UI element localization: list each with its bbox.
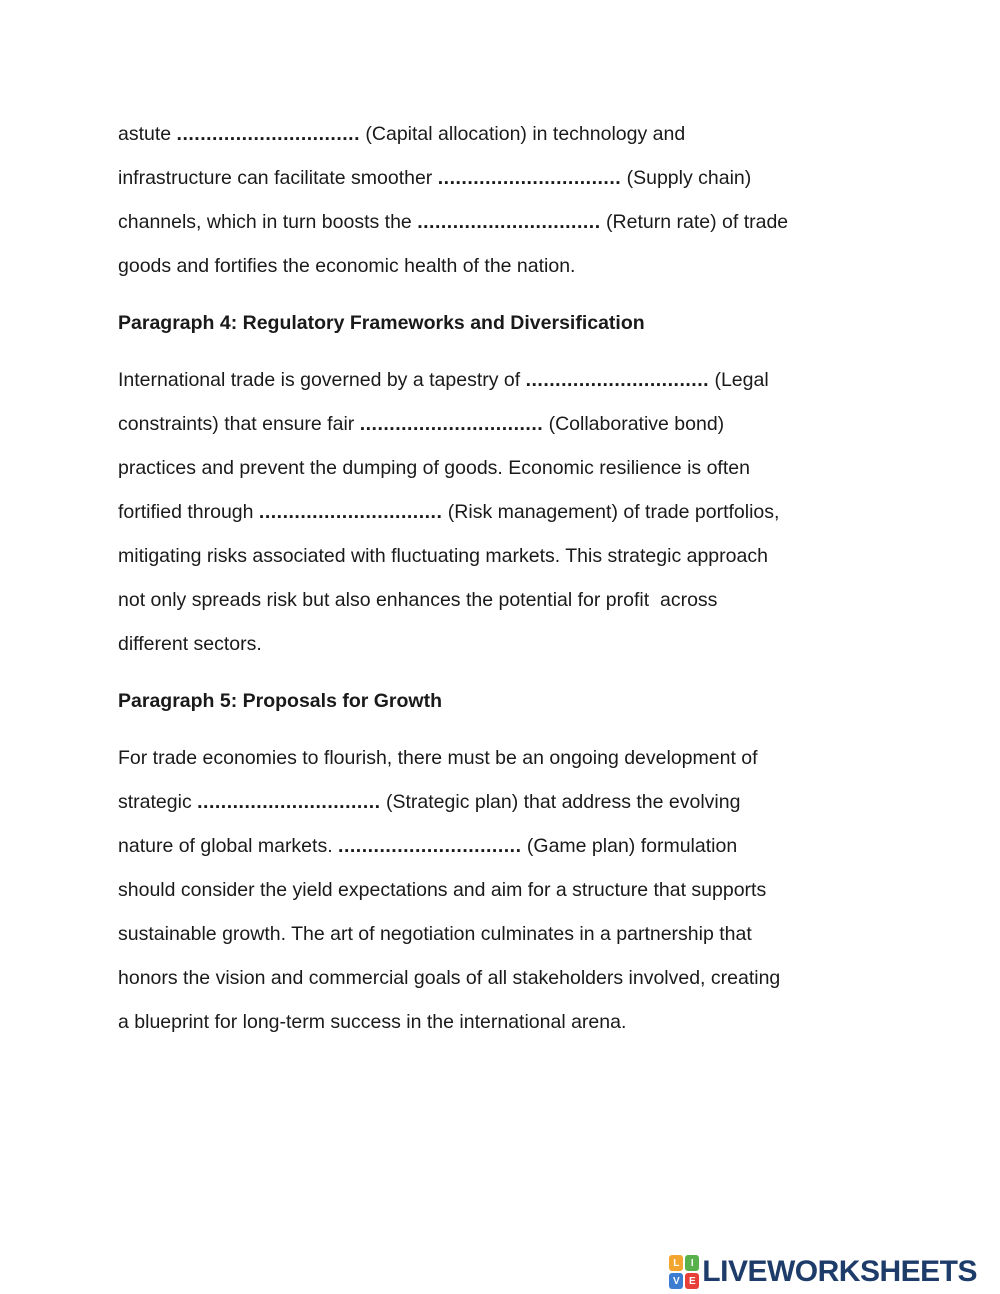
- text-run: (Strategic plan) that address the evolving: [380, 791, 741, 813]
- text-line: [118, 824, 928, 868]
- text-run: mitigating risks associated with fluctuating markets. This strategic approach: [118, 545, 768, 567]
- text-run: (Supply chain): [621, 167, 752, 189]
- text-run: constraints) that ensure fair: [118, 413, 360, 435]
- text-line: [118, 156, 928, 200]
- fill-in-blank-dots: ...............................: [417, 211, 601, 233]
- liveworksheets-logo-icon: [669, 1255, 699, 1289]
- paragraph-3-continued: [118, 112, 928, 288]
- text-line: [118, 244, 928, 288]
- text-run: different sectors.: [118, 633, 262, 655]
- footer: [669, 1255, 977, 1289]
- text-run: honors the vision and commercial goals of all stakeholders involved, creating: [118, 967, 781, 989]
- text-line: [118, 956, 928, 1000]
- text-run: astute: [118, 123, 177, 145]
- document-content: [118, 112, 928, 1057]
- text-line: [118, 736, 928, 780]
- text-line: [118, 112, 928, 156]
- text-run: not only spreads risk but also enhances the potential for profit across: [118, 589, 718, 611]
- paragraph-5: [118, 736, 928, 1044]
- fill-in-blank-dots: ...............................: [258, 501, 443, 523]
- paragraph-4: [118, 358, 928, 666]
- text-line: [118, 578, 928, 622]
- text-run: practices and prevent the dumping of goods. Economic resilience is often: [118, 457, 750, 479]
- text-run: infrastructure can facilitate smoother: [118, 167, 438, 189]
- text-line: [118, 446, 928, 490]
- text-line: [118, 1000, 928, 1044]
- text-line: [118, 622, 928, 666]
- logo-square-i: I: [685, 1255, 699, 1271]
- text-run: (Game plan) formulation: [521, 835, 738, 857]
- paragraph-4-heading: [118, 301, 928, 345]
- liveworksheets-logo-text: LIVEWORKSHEETS: [702, 1255, 977, 1288]
- text-line: [118, 200, 928, 244]
- text-run: a blueprint for long-term success in the international arena.: [118, 1011, 627, 1033]
- text-line: [118, 534, 928, 578]
- fill-in-blank-dots: ...............................: [525, 369, 710, 391]
- text-run: (Capital allocation) in technology and: [360, 123, 686, 145]
- logo-square-e: E: [685, 1273, 699, 1289]
- text-run: (Legal: [709, 369, 769, 391]
- text-line: [118, 402, 928, 446]
- text-run: goods and fortifies the economic health of the nation.: [118, 255, 576, 277]
- text-line: [118, 490, 928, 534]
- text-line: [118, 868, 928, 912]
- text-run: fortified through: [118, 501, 259, 523]
- text-run: nature of global markets.: [118, 835, 339, 857]
- text-run: should consider the yield expectations and aim for a structure that supports: [118, 879, 767, 901]
- text-run: (Risk management) of trade portfolios,: [442, 501, 780, 523]
- text-line: [118, 358, 928, 402]
- text-line: [118, 301, 928, 345]
- text-run: (Return rate) of trade: [600, 211, 789, 233]
- text-line: [118, 912, 928, 956]
- text-run: Paragraph 5: Proposals for Growth: [118, 690, 442, 712]
- paragraph-5-heading: [118, 679, 928, 723]
- text-line: [118, 679, 928, 723]
- text-run: (Collaborative bond): [543, 413, 725, 435]
- fill-in-blank-dots: ...............................: [359, 413, 544, 435]
- text-run: strategic: [118, 791, 198, 813]
- text-run: International trade is governed by a tapestry of: [118, 369, 526, 391]
- fill-in-blank-dots: ...............................: [176, 123, 360, 145]
- text-run: sustainable growth. The art of negotiation culminates in a partnership that: [118, 923, 752, 945]
- fill-in-blank-dots: ...............................: [437, 167, 622, 189]
- logo-square-l: L: [669, 1255, 683, 1271]
- text-run: channels, which in turn boosts the: [118, 211, 418, 233]
- text-line: [118, 780, 928, 824]
- fill-in-blank-dots: ...............................: [197, 791, 381, 813]
- logo-square-v: V: [669, 1273, 683, 1289]
- text-run: For trade economies to flourish, there must be an ongoing development of: [118, 747, 758, 769]
- text-run: Paragraph 4: Regulatory Frameworks and Diversification: [118, 312, 645, 334]
- fill-in-blank-dots: ...............................: [338, 835, 522, 857]
